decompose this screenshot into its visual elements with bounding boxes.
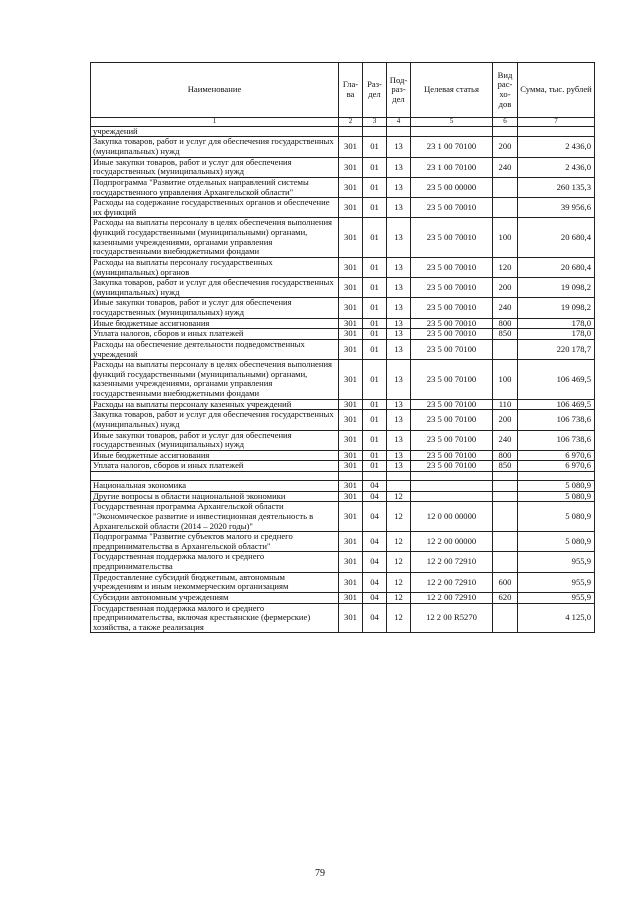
col-header-name: Наименование: [91, 63, 339, 118]
cell-podrazdel: [387, 481, 411, 492]
cell-vid: 200: [493, 410, 518, 430]
cell-name: Государственная поддержка малого и среднего предпринимательства: [91, 552, 339, 572]
cell-name: Национальная экономика: [91, 481, 339, 492]
cell-podrazdel: 12: [387, 603, 411, 633]
cell-name: Иные бюджетные ассигнования: [91, 318, 339, 329]
cell-target: 23 5 00 70100: [411, 430, 493, 450]
cell-name: Государственная поддержка малого и среднего предпринимательства, включая крестьянские (фермерские) хозяйства, а также реализация: [91, 603, 339, 633]
cell-razdel: 04: [363, 532, 387, 552]
cell-target: 23 5 00 70010: [411, 278, 493, 298]
cell-podrazdel: 13: [387, 399, 411, 410]
cell-podrazdel: 13: [387, 177, 411, 197]
cell-razdel: 04: [363, 491, 387, 502]
cell-razdel: 04: [363, 592, 387, 603]
cell-podrazdel: 12: [387, 552, 411, 572]
cell-sum: 178,0: [518, 329, 595, 340]
cell-name: Расходы на обеспечение деятельности подведомственных учреждений: [91, 339, 339, 359]
table-row: [91, 410, 595, 430]
cell-sum: 106 738,6: [518, 430, 595, 450]
cell-razdel: 01: [363, 430, 387, 450]
cell-target: [411, 491, 493, 502]
cell-vid: 600: [493, 572, 518, 592]
table-row: [91, 491, 595, 502]
cell-name: Подпрограмма "Развитие субъектов малого и среднего предпринимательства в Архангельской области": [91, 532, 339, 552]
cell-name: Иные закупки товаров, работ и услуг для обеспечения государственных (муниципальных) нужд: [91, 298, 339, 318]
cell-podrazdel: 13: [387, 430, 411, 450]
cell-sum: [518, 126, 595, 137]
cell-glava: 301: [339, 257, 363, 277]
cell-vid: 850: [493, 461, 518, 472]
cell-target: 12 2 00 72910: [411, 572, 493, 592]
cell-razdel: 01: [363, 278, 387, 298]
cell-sum: 5 080,9: [518, 532, 595, 552]
cell-podrazdel: 12: [387, 532, 411, 552]
cell-razdel: 01: [363, 257, 387, 277]
cell-razdel: 01: [363, 318, 387, 329]
table-row: [91, 177, 595, 197]
cell-target: 12 2 00 R5270: [411, 603, 493, 633]
cell-podrazdel: 13: [387, 198, 411, 218]
cell-target: 23 5 00 70010: [411, 218, 493, 258]
cell-target: [411, 126, 493, 137]
cell-glava: 301: [339, 603, 363, 633]
cell-sum: 106 738,6: [518, 410, 595, 430]
cell-name: учреждений: [91, 126, 339, 137]
cell-name: Расходы на выплаты персоналу в целях обеспечения выполнения функций государственными (муниципальными) органами, казенными учреждениями, органами управления государственными внебюджетными фондами: [91, 360, 339, 400]
cell-vid: 800: [493, 450, 518, 461]
cell-podrazdel: 13: [387, 157, 411, 177]
cell-podrazdel: 12: [387, 592, 411, 603]
cell-sum: 2 436,0: [518, 157, 595, 177]
table-row: [91, 603, 595, 633]
cell-target: 12 2 00 72910: [411, 552, 493, 572]
cell-target: 23 5 00 70100: [411, 360, 493, 400]
cell-razdel: 01: [363, 339, 387, 359]
cell-glava: 301: [339, 491, 363, 502]
cell-razdel: 01: [363, 461, 387, 472]
col-number: 1: [91, 118, 339, 127]
cell-vid: 200: [493, 137, 518, 157]
cell-name: Подпрограмма "Развитие отдельных направлений системы государственного управления Архангельской области": [91, 177, 339, 197]
cell-sum: 5 080,9: [518, 491, 595, 502]
cell-glava: 301: [339, 298, 363, 318]
cell-sum: 5 080,9: [518, 481, 595, 492]
col-header-razdel: Раз-дел: [363, 63, 387, 118]
cell-target: 23 5 00 70010: [411, 298, 493, 318]
cell-glava: 301: [339, 410, 363, 430]
col-number: 2: [339, 118, 363, 127]
cell-podrazdel: 13: [387, 137, 411, 157]
col-number: 5: [411, 118, 493, 127]
cell-target: [411, 472, 493, 481]
cell-target: 23 5 00 70100: [411, 410, 493, 430]
cell-podrazdel: 13: [387, 410, 411, 430]
cell-vid: 240: [493, 157, 518, 177]
cell-glava: 301: [339, 318, 363, 329]
cell-glava: 301: [339, 572, 363, 592]
cell-glava: 301: [339, 218, 363, 258]
cell-podrazdel: 12: [387, 572, 411, 592]
cell-target: 23 5 00 70010: [411, 318, 493, 329]
table-row: [91, 126, 595, 137]
cell-glava: 301: [339, 502, 363, 532]
cell-vid: 120: [493, 257, 518, 277]
cell-target: 23 5 00 70100: [411, 461, 493, 472]
cell-sum: 39 956,6: [518, 198, 595, 218]
cell-target: 23 5 00 70010: [411, 257, 493, 277]
cell-podrazdel: 12: [387, 491, 411, 502]
table-row: [91, 399, 595, 410]
cell-vid: 850: [493, 329, 518, 340]
cell-target: 23 5 00 70100: [411, 339, 493, 359]
cell-name: Расходы на выплаты персоналу в целях обеспечения выполнения функций государственными (муниципальными) органами, казенными учреждениями, органами управления государственными внебюджетными фондами: [91, 218, 339, 258]
table-row: [91, 532, 595, 552]
cell-glava: 301: [339, 532, 363, 552]
table-row: [91, 572, 595, 592]
cell-target: 23 5 00 70100: [411, 450, 493, 461]
cell-target: 12 2 00 72910: [411, 592, 493, 603]
cell-sum: 20 680,4: [518, 257, 595, 277]
table-row: [91, 218, 595, 258]
cell-razdel: 01: [363, 329, 387, 340]
cell-sum: 20 680,4: [518, 218, 595, 258]
cell-razdel: 01: [363, 177, 387, 197]
cell-glava: 301: [339, 339, 363, 359]
column-number-row: [91, 118, 595, 127]
cell-glava: 301: [339, 552, 363, 572]
cell-vid: 240: [493, 430, 518, 450]
cell-vid: [493, 481, 518, 492]
cell-target: 12 0 00 00000: [411, 502, 493, 532]
cell-vid: 800: [493, 318, 518, 329]
cell-vid: [493, 177, 518, 197]
cell-vid: 100: [493, 360, 518, 400]
cell-vid: [493, 472, 518, 481]
cell-vid: [493, 126, 518, 137]
cell-name: Иные закупки товаров, работ и услуг для обеспечения государственных (муниципальных) нужд: [91, 430, 339, 450]
cell-sum: 2 436,0: [518, 137, 595, 157]
cell-glava: 301: [339, 399, 363, 410]
cell-razdel: 01: [363, 450, 387, 461]
table-header-row: [91, 63, 595, 118]
cell-glava: 301: [339, 430, 363, 450]
table-row: [91, 502, 595, 532]
table-row: [91, 481, 595, 492]
cell-razdel: [363, 126, 387, 137]
table-body: [91, 126, 595, 633]
cell-name: Уплата налогов, сборов и иных платежей: [91, 329, 339, 340]
cell-name: Иные закупки товаров, работ и услуг для обеспечения государственных (муниципальных) нужд: [91, 157, 339, 177]
col-number: 7: [518, 118, 595, 127]
cell-razdel: 04: [363, 552, 387, 572]
budget-table: [90, 62, 595, 633]
table-row: [91, 430, 595, 450]
table-row: [91, 592, 595, 603]
cell-sum: 260 135,3: [518, 177, 595, 197]
cell-vid: [493, 198, 518, 218]
cell-glava: 301: [339, 329, 363, 340]
table-row: [91, 552, 595, 572]
cell-target: 23 1 00 70100: [411, 157, 493, 177]
cell-target: 23 5 00 00000: [411, 177, 493, 197]
cell-vid: 620: [493, 592, 518, 603]
cell-target: 23 1 00 70100: [411, 137, 493, 157]
col-number: 6: [493, 118, 518, 127]
cell-sum: 6 970,6: [518, 450, 595, 461]
cell-name: Государственная программа Архангельской области "Экономическое развитие и инвестиционная деятельность в Архангельской области (2014 – 2020 годы)": [91, 502, 339, 532]
cell-glava: 301: [339, 592, 363, 603]
cell-razdel: 04: [363, 572, 387, 592]
cell-vid: 240: [493, 298, 518, 318]
col-header-target: Целевая статья: [411, 63, 493, 118]
cell-glava: 301: [339, 157, 363, 177]
cell-razdel: 04: [363, 603, 387, 633]
cell-razdel: 01: [363, 157, 387, 177]
col-header-sum: Сумма, тыс. рублей: [518, 63, 595, 118]
cell-podrazdel: 13: [387, 318, 411, 329]
cell-vid: [493, 339, 518, 359]
cell-name: Расходы на выплаты персоналу казенных учреждений: [91, 399, 339, 410]
cell-vid: [493, 491, 518, 502]
cell-name: Уплата налогов, сборов и иных платежей: [91, 461, 339, 472]
cell-name: Иные бюджетные ассигнования: [91, 450, 339, 461]
cell-sum: 6 970,6: [518, 461, 595, 472]
cell-target: 23 5 00 70010: [411, 198, 493, 218]
cell-name: Расходы на содержание государственных органов и обеспечение их функций: [91, 198, 339, 218]
cell-podrazdel: 13: [387, 339, 411, 359]
cell-vid: [493, 603, 518, 633]
table-row: [91, 298, 595, 318]
cell-razdel: 01: [363, 218, 387, 258]
cell-name: Предоставление субсидий бюджетным, автономным учреждениям и иным некоммерческим организациям: [91, 572, 339, 592]
cell-sum: 220 178,7: [518, 339, 595, 359]
cell-podrazdel: [387, 126, 411, 137]
cell-name: Расходы на выплаты персоналу государственных (муниципальных) органов: [91, 257, 339, 277]
table-row: [91, 360, 595, 400]
cell-podrazdel: [387, 472, 411, 481]
cell-name: Закупка товаров, работ и услуг для обеспечения государственных (муниципальных) нужд: [91, 278, 339, 298]
cell-glava: 301: [339, 450, 363, 461]
table-row: [91, 278, 595, 298]
cell-razdel: 01: [363, 410, 387, 430]
cell-razdel: 01: [363, 137, 387, 157]
cell-target: 12 2 00 00000: [411, 532, 493, 552]
cell-podrazdel: 12: [387, 502, 411, 532]
table-row: [91, 318, 595, 329]
cell-podrazdel: 13: [387, 218, 411, 258]
cell-name: Закупка товаров, работ и услуг для обеспечения государственных (муниципальных) нужд: [91, 137, 339, 157]
col-number: 4: [387, 118, 411, 127]
cell-razdel: 01: [363, 198, 387, 218]
cell-name: Другие вопросы в области национальной экономики: [91, 491, 339, 502]
cell-podrazdel: 13: [387, 257, 411, 277]
cell-sum: 5 080,9: [518, 502, 595, 532]
cell-vid: [493, 502, 518, 532]
cell-podrazdel: 13: [387, 329, 411, 340]
cell-razdel: 01: [363, 360, 387, 400]
cell-vid: 100: [493, 218, 518, 258]
cell-vid: 110: [493, 399, 518, 410]
col-header-glava: Гла-ва: [339, 63, 363, 118]
col-header-podrazdel: Под-раз-дел: [387, 63, 411, 118]
table-row: [91, 257, 595, 277]
table-row: [91, 450, 595, 461]
cell-vid: [493, 532, 518, 552]
cell-podrazdel: 13: [387, 298, 411, 318]
page-number: 79: [315, 868, 325, 879]
cell-glava: 301: [339, 137, 363, 157]
cell-sum: 955,9: [518, 592, 595, 603]
cell-podrazdel: 13: [387, 450, 411, 461]
cell-name: Субсидии автономным учреждениям: [91, 592, 339, 603]
cell-razdel: 01: [363, 298, 387, 318]
cell-sum: 955,9: [518, 552, 595, 572]
table-row: [91, 461, 595, 472]
cell-name: Закупка товаров, работ и услуг для обеспечения государственных (муниципальных) нужд: [91, 410, 339, 430]
cell-vid: [493, 552, 518, 572]
table-row: [91, 329, 595, 340]
cell-sum: 106 469,5: [518, 399, 595, 410]
cell-glava: [339, 126, 363, 137]
col-number: 3: [363, 118, 387, 127]
cell-podrazdel: 13: [387, 278, 411, 298]
cell-glava: 301: [339, 198, 363, 218]
cell-sum: 19 098,2: [518, 298, 595, 318]
cell-glava: 301: [339, 278, 363, 298]
cell-target: 23 5 00 70010: [411, 329, 493, 340]
cell-razdel: 04: [363, 502, 387, 532]
cell-sum: 178,0: [518, 318, 595, 329]
table-row: [91, 339, 595, 359]
cell-target: 23 5 00 70100: [411, 399, 493, 410]
cell-sum: 19 098,2: [518, 278, 595, 298]
cell-sum: 955,9: [518, 572, 595, 592]
table-row: [91, 157, 595, 177]
cell-podrazdel: 13: [387, 461, 411, 472]
cell-glava: 301: [339, 481, 363, 492]
cell-glava: 301: [339, 461, 363, 472]
cell-podrazdel: 13: [387, 360, 411, 400]
cell-razdel: 01: [363, 399, 387, 410]
cell-glava: 301: [339, 177, 363, 197]
cell-razdel: 04: [363, 481, 387, 492]
col-header-vid: Вид рас-хо-дов: [493, 63, 518, 118]
cell-target: [411, 481, 493, 492]
cell-vid: 200: [493, 278, 518, 298]
cell-sum: 4 125,0: [518, 603, 595, 633]
cell-glava: 301: [339, 360, 363, 400]
table-row: [91, 137, 595, 157]
table-row: [91, 198, 595, 218]
cell-sum: 106 469,5: [518, 360, 595, 400]
